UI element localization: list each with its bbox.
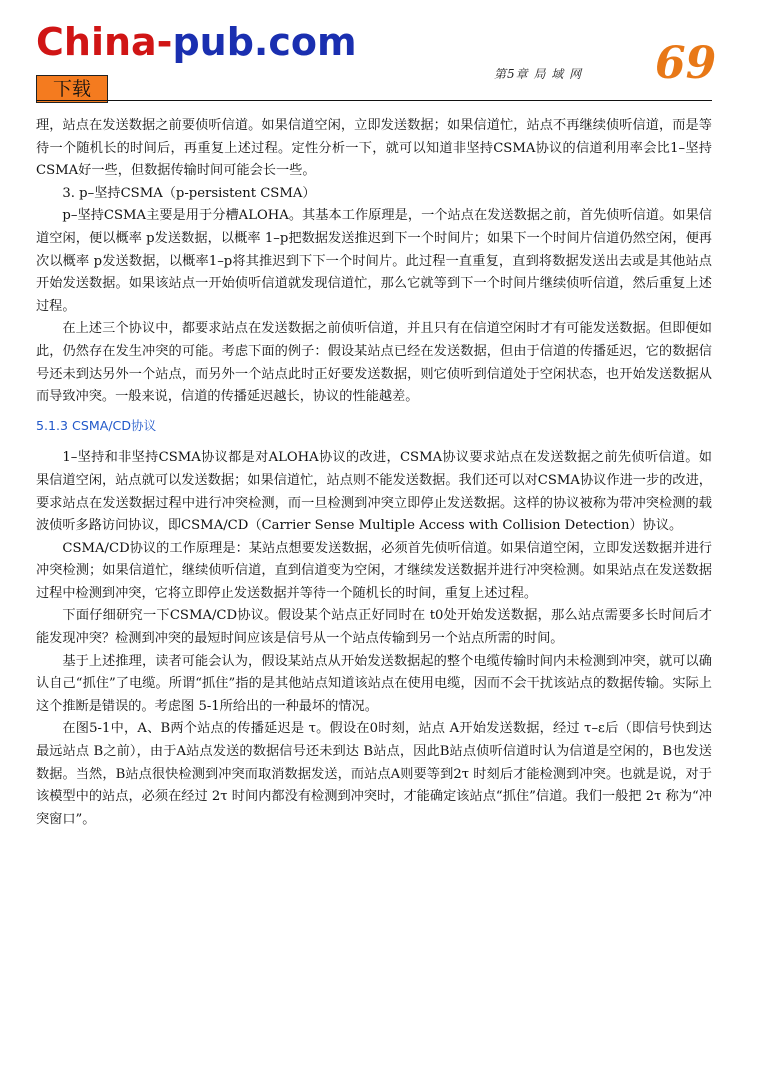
section-heading: 5.1.3 CSMA/CD协议 [36, 417, 157, 433]
paragraph: CSMA/CD协议的工作原理是：某站点想要发送数据，必须首先侦听信道。如果信道空闲，立即发送数据并进行冲突检测；如果信道忙，继续侦听信道，直到信道变为空闲，才继续发送数据并进行冲突检测。如果站点在发送数据过程中检测到冲突，它将立即停止发送数据并等待一个随机长的时间，重复上述过程。 [36, 540, 712, 601]
paragraph: 1–坚持和非坚持CSMA协议都是对ALOHA协议的改进，CSMA协议要求站点在发送数据之前先侦听信道。如果信道空闲，站点就可以发送数据；如果信道忙，站点则不能发送数据。我们还可以对CSMA协议作进一步的改进，要求站点在发送数据过程中进行冲突检测，而一旦检测到冲突立即停止发送数据。这样的协议被称为带冲突检测的载波侦听多路访问协议，即CSMA/CD（Carrier Sense Multiple Access with Collision Detection）协议。 [36, 450, 712, 534]
paragraph: p–坚持CSMA主要是用于分槽ALOHA。其基本工作原理是，一个站点在发送数据之前，首先侦听信道。如果信道空闲，便以概率 p发送数据，以概率 1–p把数据发送推迟到下一个时间片；如果下一个时间片信道仍然空闲，便再次以概率 p发送数据，以概率1–p将其推迟到下下一个时间片。此过程一直重复，直到将数据发送出去或是其他站点开始发送数据。如果该站点一开始侦听信道就发现信道忙，那么它就等到下一个时间片继续侦听信道，然后重复上述过程。 [36, 208, 712, 314]
chapter-title: 第5章 局 域 网 [494, 67, 583, 81]
china-pub-logo [36, 20, 357, 64]
paragraph: 在上述三个协议中，都要求站点在发送数据之前侦听信道，并且只有在信道空闲时才有可能发送数据。但即便如此，仍然存在发生冲突的可能。考虑下面的例子：假设某站点已经在发送数据，但由于信道的传播延迟，它的数据信号还未到达另外一个站点，而另外一个站点此时正好要发送数据，则它侦听到信道处于空闲状态，也开始发送数据从而导致冲突。一般来说，信道的传播延迟越长，协议的性能越差。 [36, 321, 712, 405]
paragraph: 理，站点在发送数据之前要侦听信道。如果信道空闲，立即发送数据；如果信道忙，站点不再继续侦听信道，而是等待一个随机长的时间后，再重复上述过程。定性分析一下，就可以知道非坚持CSMA协议的信道利用率会比1–坚持CSMA好一些，但数据传输时间可能会长一些。 [36, 118, 712, 179]
logo-text-blue: pub.com [172, 20, 357, 64]
paragraph: 在图5-1中，A、B两个站点的传播延迟是 τ。假设在0时刻，站点 A开始发送数据，经过 τ–ε后（即信号快到达最远站点 B之前），由于A站点发送的数据信号还未到达 B站点，因此B站点侦听信道时认为信道是空闲的，B也发送数据。当然，B站点很快检测到冲突而取消数据发送，而站点A则要等到2τ 时刻后才能检测到冲突。也就是说，对于该模型中的站点，必须在经过 2τ 时间内都没有检测到冲突时，才能确定该站点“抓住”信道。我们一般把 2τ 称为“冲突窗口”。 [36, 721, 712, 827]
page-header [0, 0, 761, 110]
page-body [36, 115, 712, 831]
paragraph: 下面仔细研究一下CSMA/CD协议。假设某个站点正好同时在 t0处开始发送数据，那么站点需要多长时间后才能发现冲突？检测到冲突的最短时间应该是信号从一个站点传输到另一个站点所需的时间。 [36, 608, 712, 647]
download-badge[interactable]: 下载 [36, 75, 108, 103]
subsection-heading: 3. p–坚持CSMA（p-persistent CSMA） [62, 185, 316, 201]
page-number: 69 [655, 38, 717, 89]
header-divider [36, 100, 712, 101]
logo-text-red: China- [36, 20, 173, 64]
paragraph: 基于上述推理，读者可能会认为，假设某站点从开始发送数据起的整个电缆传输时间内未检测到冲突，就可以确认自己“抓住”了电缆。所谓“抓住”指的是其他站点知道该站点在使用电缆，因而不会干扰该站点的数据传输。实际上这个推断是错误的。考虑图 5-1所给出的一种最坏的情况。 [36, 653, 712, 714]
